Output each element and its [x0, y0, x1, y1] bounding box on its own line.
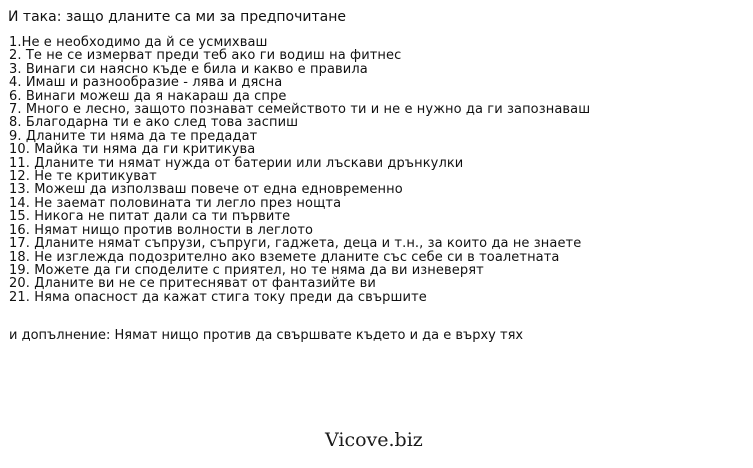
- list-item: 2. Те не се измерват преди теб ако ги водиш на фитнес: [9, 48, 402, 64]
- list-item: 20. Дланите ви не се притесняват от фантазийте ви: [9, 276, 376, 292]
- page-title: И така: защо дланите са ми за предпочитане: [8, 9, 346, 25]
- list-item: 7. Много е лесно, защото познават семейството ти и не е нужно да ги запознаваш: [9, 102, 591, 118]
- list-item: 14. Не заемат половината ти легло през нощта: [9, 195, 342, 211]
- list-item: 18. Не изглежда подозрително ако вземете дланите със себе си в тоалетната: [9, 249, 560, 265]
- reasons-list: [9, 36, 590, 304]
- list-item: 16. Нямат нищо против волности в леглото: [9, 222, 314, 238]
- list-item: 17. Дланите нямат съпрузи, съпруги, гаджета, деца и т.н., за които да не знаете: [9, 236, 582, 252]
- list-item: 6. Винаги можеш да я накараш да спре: [9, 88, 287, 104]
- list-item: 9. Дланите ти няма да те предадат: [9, 128, 258, 144]
- list-item: 3. Винаги си наясно къде е била и какво е правила: [9, 61, 368, 77]
- list-item: 15. Никога не питат дали са ти първите: [9, 209, 291, 225]
- list-item: 1.Не е необходимо да й се усмихваш: [9, 35, 268, 50]
- list-item: 8. Благодарна ти е ако след това заспиш: [9, 115, 299, 131]
- list-item: 13. Можеш да използваш повече от една едновременно: [9, 182, 403, 198]
- list-item: 10. Майка ти няма да ги критикува: [9, 142, 256, 158]
- list-item: 4. Имаш и разнообразие - лява и дясна: [9, 75, 283, 91]
- list-item: 11. Дланите ти нямат нужда от батерии или лъскави дрънкулки: [9, 155, 464, 171]
- addendum-text: и допълнение: Нямат нищо против да свършвате където и да е върху тях: [9, 328, 524, 343]
- list-item: 19. Можете да ги споделите с приятел, но те няма да ви изневерят: [9, 262, 484, 278]
- list-item: 12. Не те критикуват: [9, 169, 157, 185]
- list-item: 21. Няма опасност да кажат стига току преди да свършите: [9, 289, 427, 305]
- site-watermark: Vicove.biz: [325, 429, 423, 451]
